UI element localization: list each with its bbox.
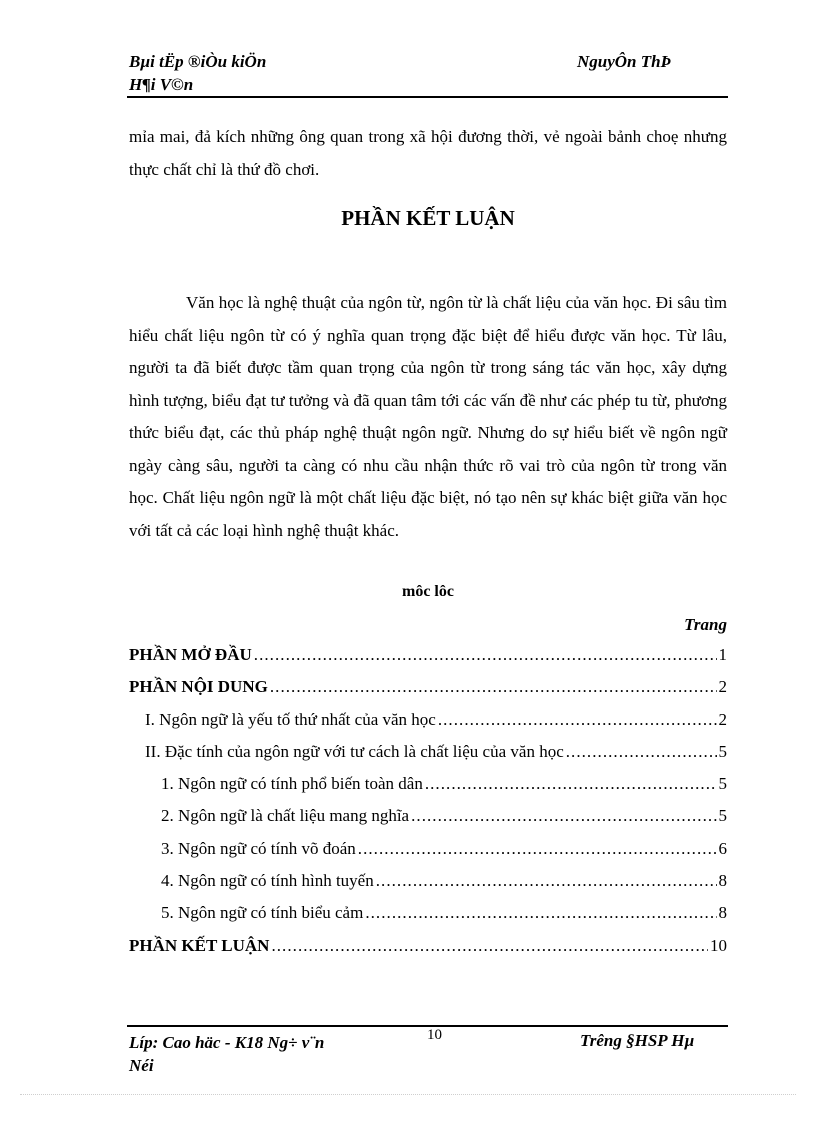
toc-leader (411, 806, 716, 826)
toc-page-column-label: Trang (684, 615, 727, 634)
toc-entry-page: 8 (718, 903, 727, 923)
toc-entry[interactable] (129, 806, 727, 838)
toc-entry-label: I. Ngôn ngữ là yếu tố thứ nhất của văn học (145, 709, 436, 729)
page-bottom-edge (20, 1094, 796, 1095)
toc-entry[interactable] (129, 936, 727, 968)
toc-leader (566, 742, 717, 762)
toc-entry[interactable] (129, 839, 727, 871)
header-left-line2: H¶i V©n (129, 75, 194, 94)
toc-leader (271, 936, 708, 956)
toc-entry-page: 5 (718, 741, 727, 761)
toc-entry-page: 2 (718, 709, 727, 729)
header-right: NguyÔn ThÞ (577, 52, 671, 71)
toc-entry[interactable] (129, 871, 727, 903)
section-heading: PHẦN KẾT LUẬN (341, 206, 515, 230)
toc-entry-label: 3. Ngôn ngữ có tính võ đoán (161, 838, 356, 858)
toc-entry-label: PHẦN KẾT LUẬN (129, 935, 270, 955)
footer-left-line1: Líp: Cao häc - K18 Ng÷ v¨n (129, 1033, 325, 1052)
toc-leader (376, 871, 717, 891)
toc-leader (438, 710, 717, 730)
page-number: 10 (427, 1027, 442, 1043)
toc-entry[interactable] (129, 742, 727, 774)
toc-leader (425, 774, 717, 794)
toc-entry-label: 2. Ngôn ngữ là chất liệu mang nghĩa (161, 806, 410, 826)
toc-entry-label: PHẦN NỘI DUNG (129, 677, 268, 697)
toc-entry[interactable] (129, 774, 727, 806)
header-left-line1: Bµi tËp ®iÒu kiÖn (129, 52, 267, 71)
header-rule (127, 96, 728, 98)
toc-entry-page: 8 (718, 871, 727, 891)
toc-leader (270, 677, 717, 697)
toc-entry-page: 2 (718, 677, 727, 697)
toc-entry-page: 6 (718, 838, 727, 858)
intro-paragraph: mỉa mai, đả kích những ông quan trong xã hội đương thời, vẻ ngoài bảnh choẹ nhưng thực chất chỉ là thứ đồ chơi. (129, 127, 727, 179)
footer-right: Trêng §HSP Hµ (580, 1031, 695, 1050)
toc-entry-label: 4. Ngôn ngữ có tính hình tuyến (161, 871, 374, 891)
toc-entry-label: PHẦN MỞ ĐẦU (129, 645, 252, 664)
toc-entry-page: 5 (718, 806, 727, 826)
footer-left (129, 1031, 324, 1077)
toc-entry-label: II. Đặc tính của ngôn ngữ với tư cách là chất liệu của văn học (145, 741, 564, 761)
toc-entry-page: 5 (718, 774, 727, 794)
toc-entry[interactable] (129, 903, 727, 935)
toc-entry-page: 10 (710, 935, 727, 955)
toc-entry[interactable] (129, 645, 727, 677)
toc-leader (254, 645, 717, 665)
toc-entry-page: 1 (718, 645, 727, 664)
toc-entry[interactable] (129, 710, 727, 742)
footer-left-line2: Néi (129, 1056, 154, 1075)
toc-leader (358, 839, 717, 859)
toc-entry-label: 1. Ngôn ngữ có tính phổ biến toàn dân (161, 774, 423, 794)
table-of-contents (129, 645, 727, 968)
conclusion-paragraph: Văn học là nghệ thuật của ngôn từ, ngôn từ là chất liệu của văn học. Đi sâu tìm hiểu chất liệu ngôn từ có ý nghĩa quan trọng đặc biệt để hiểu được văn học. Từ lâu, người ta đã biết được tầm quan trọng của ngôn từ trong sáng tác văn học, xây dựng hình tượng, biểu đạt tư tưởng và đã quan tâm tới các vấn đề như các phép tu từ, phương thức biểu đạt, các thủ pháp nghệ thuật ngôn ngữ. Nhưng do sự hiểu biết về ngôn ngữ ngày càng sâu, người ta càng có nhu cầu nhận thức rõ vai trò của ngôn từ trong văn học. Chất liệu ngôn ngữ là một chất liệu đặc biệt, nó tạo nên sự khác biệt giữa văn học với tất cả các loại hình nghệ thuật khác. (129, 293, 727, 540)
toc-title: môc lôc (402, 583, 454, 600)
toc-entry[interactable] (129, 677, 727, 709)
toc-leader (365, 903, 716, 923)
toc-entry-label: 5. Ngôn ngữ có tính biểu cảm (161, 903, 364, 923)
header-left (129, 50, 266, 96)
